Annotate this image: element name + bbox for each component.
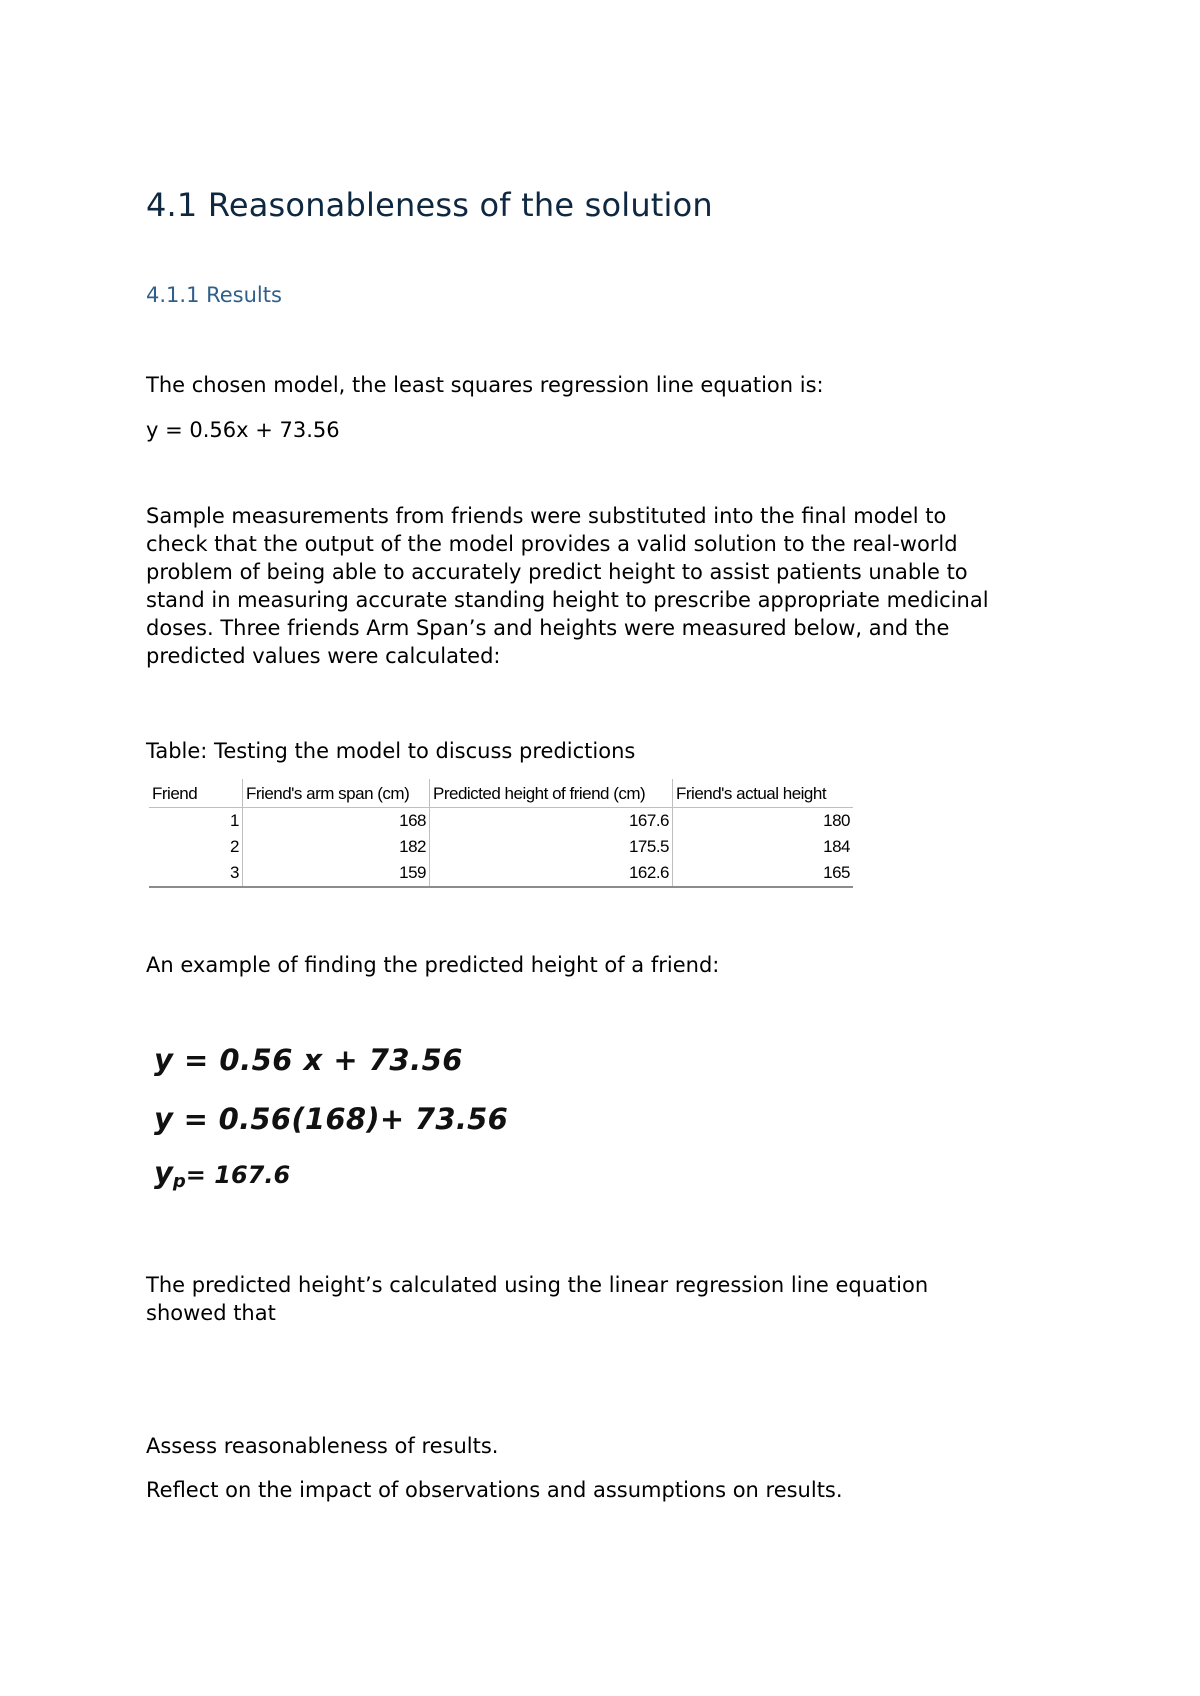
sample-paragraph (146, 502, 1066, 670)
paragraph-line: problem of being able to accurately predict height to assist patients unable to (146, 560, 968, 584)
conclusion-paragraph (146, 1271, 1066, 1327)
column-header-predicted-height: Predicted height of friend (cm) (430, 779, 673, 808)
paragraph-line: predicted values were calculated: (146, 644, 501, 668)
table-cell: 2 (230, 837, 239, 856)
predictions-table (149, 779, 853, 888)
table-row (149, 834, 853, 860)
handwritten-line: y = 0.56 x + 73.56 (154, 1043, 463, 1077)
page-title: 4.1 Reasonableness of the solution (146, 186, 713, 224)
table-cell: 162.6 (430, 860, 673, 887)
handwritten-result: = 167.6 (185, 1161, 291, 1189)
handwritten-subscript: p (172, 1171, 186, 1192)
paragraph-line: showed that (146, 1301, 276, 1325)
assess-prompt: Assess reasonableness of results. (146, 1434, 499, 1458)
handwritten-variable: y (154, 1156, 173, 1190)
table-caption: Table: Testing the model to discuss predictions (146, 739, 636, 763)
reflect-prompt: Reflect on the impact of observations and assumptions on results. (146, 1478, 843, 1502)
model-intro-text: The chosen model, the least squares regression line equation is: (146, 373, 824, 397)
table-cell: 175.5 (430, 834, 673, 860)
table-row (149, 808, 853, 835)
section-subheading: 4.1.1 Results (146, 283, 282, 307)
table-row (149, 860, 853, 887)
paragraph-line: Sample measurements from friends were substituted into the final model to (146, 504, 947, 528)
paragraph-line: check that the output of the model provides a valid solution to the real-world (146, 532, 958, 556)
model-equation: y = 0.56x + 73.56 (146, 418, 340, 442)
table-cell: 182 (243, 834, 430, 860)
handwritten-line (154, 1156, 290, 1192)
paragraph-line: doses. Three friends Arm Span’s and heights were measured below, and the (146, 616, 950, 640)
table-cell: 168 (243, 808, 430, 835)
handwritten-working-image (154, 1030, 509, 1210)
table-header-row (149, 779, 853, 808)
table-cell: 184 (673, 834, 854, 860)
document-page (146, 0, 1066, 1696)
table-cell: 167.6 (430, 808, 673, 835)
table-cell: 159 (243, 860, 430, 887)
table-cell: 1 (230, 811, 239, 830)
table-cell: 180 (673, 808, 854, 835)
example-intro-text: An example of finding the predicted height of a friend: (146, 953, 720, 977)
table-cell: 3 (149, 860, 243, 887)
column-header-actual-height: Friend's actual height (673, 779, 854, 808)
column-header-friend: Friend (149, 779, 243, 808)
paragraph-line: stand in measuring accurate standing height to prescribe appropriate medicinal (146, 588, 989, 612)
paragraph-line: The predicted height’s calculated using the linear regression line equation (146, 1273, 929, 1297)
column-header-arm-span: Friend's arm span (cm) (243, 779, 430, 808)
table-cell: 165 (673, 860, 854, 887)
handwritten-line: y = 0.56(168)+ 73.56 (154, 1102, 509, 1136)
